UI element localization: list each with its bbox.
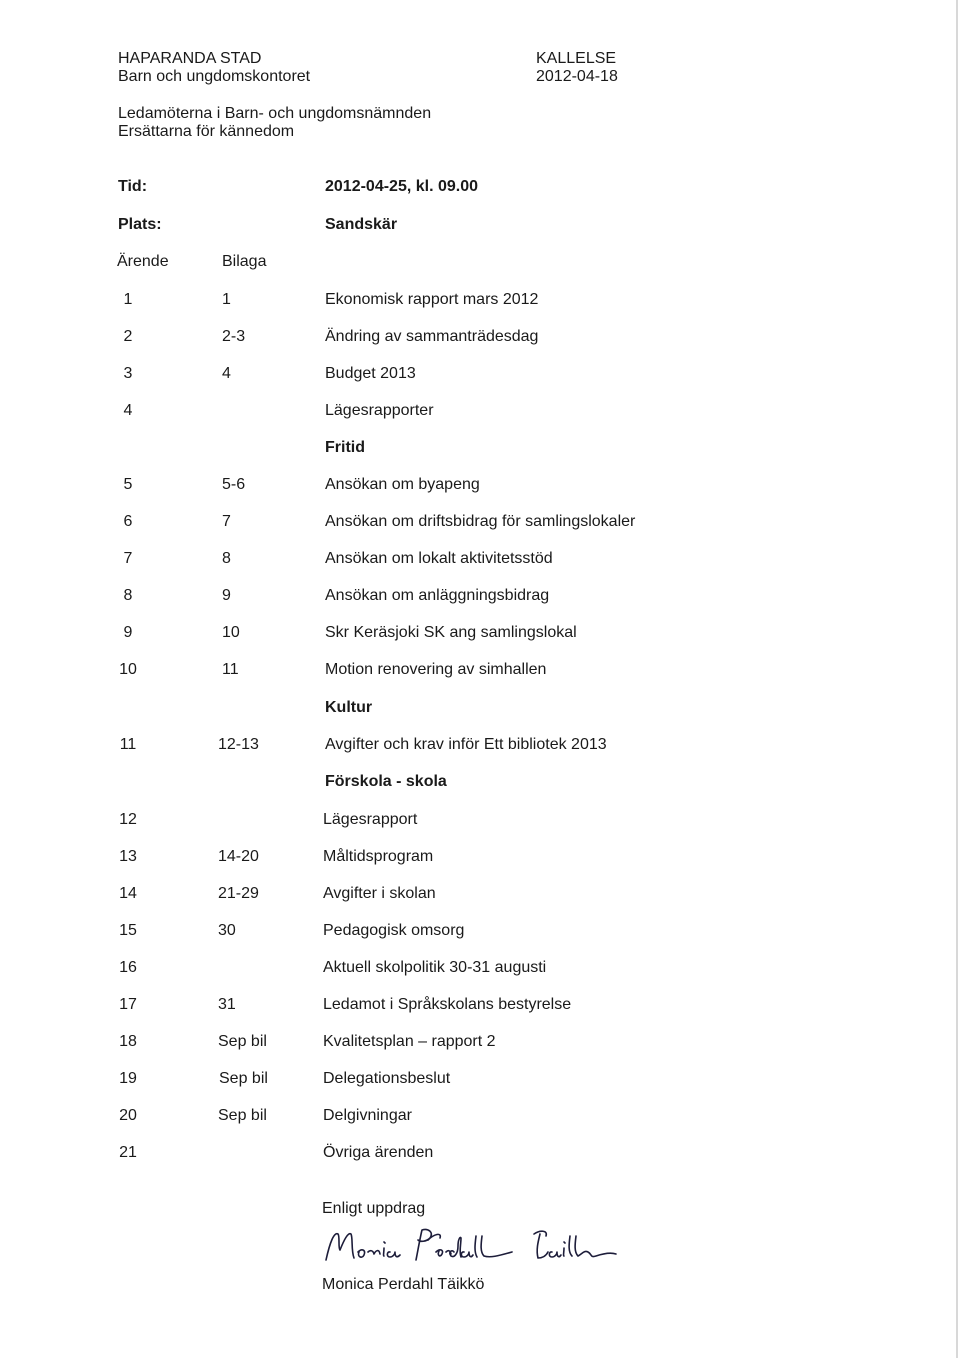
agenda-row	[0, 475, 960, 495]
time-label: Tid:	[118, 178, 148, 195]
item-title: Ansökan om anläggningsbidrag	[325, 587, 550, 604]
meeting-place	[0, 215, 960, 235]
item-bilaga: 9	[222, 587, 231, 604]
item-number: 1	[123, 291, 133, 308]
item-title: Skr Keräsjoki SK ang samlingslokal	[325, 624, 577, 641]
place-value: Sandskär	[325, 216, 398, 233]
item-title: Ansökan om byapeng	[325, 476, 480, 493]
item-bilaga: 2-3	[222, 328, 246, 345]
item-bilaga: 5-6	[222, 476, 246, 493]
agenda-row	[0, 401, 960, 421]
section-forskola-skola: Förskola - skola	[325, 773, 447, 790]
agenda-row	[0, 735, 960, 755]
item-title: Aktuell skolpolitik 30-31 augusti	[323, 959, 547, 976]
agenda-row	[0, 549, 960, 569]
item-number: 18	[119, 1033, 137, 1050]
item-title: Övriga ärenden	[323, 1144, 434, 1161]
agenda-row	[0, 364, 960, 384]
agenda-row	[0, 623, 960, 643]
item-title: Pedagogisk omsorg	[323, 922, 465, 939]
agenda-row	[0, 1069, 960, 1089]
agenda-row	[0, 810, 960, 830]
item-title: Avgifter i skolan	[323, 885, 436, 902]
agenda-row	[0, 290, 960, 310]
item-bilaga: 7	[222, 513, 231, 530]
item-number: 10	[119, 661, 137, 678]
section-fritid: Fritid	[325, 439, 365, 456]
doc-date: 2012-04-18	[536, 68, 618, 85]
item-bilaga: Sep bil	[218, 1107, 267, 1124]
item-bilaga: 30	[218, 922, 236, 939]
item-title: Ansökan om driftsbidrag för samlingslokaler	[325, 513, 636, 530]
section-kultur: Kultur	[325, 699, 373, 716]
recipients	[118, 105, 431, 141]
item-bilaga: 4	[222, 365, 231, 382]
item-number: 3	[123, 365, 133, 382]
item-title: Avgifter och krav inför Ett bibliotek 2013	[325, 736, 607, 753]
item-number: 16	[119, 959, 137, 976]
header-right	[536, 50, 618, 86]
column-headers	[0, 252, 960, 272]
item-bilaga: 1	[222, 291, 231, 308]
agenda-row	[0, 1032, 960, 1052]
item-title: Ändring av sammanträdesdag	[325, 328, 539, 345]
item-title: Ansökan om lokalt aktivitetsstöd	[325, 550, 553, 567]
recipients-line-2: Ersättarna för kännedom	[118, 123, 295, 140]
item-bilaga: 12-13	[218, 736, 259, 753]
agenda-row	[0, 327, 960, 347]
item-number: 8	[123, 587, 133, 604]
item-number: 4	[123, 402, 133, 419]
agenda-row	[0, 1143, 960, 1163]
agenda-row	[0, 884, 960, 904]
agenda-row	[0, 660, 960, 680]
item-title: Måltidsprogram	[323, 848, 434, 865]
handwritten-signature	[320, 1222, 680, 1270]
item-number: 15	[119, 922, 137, 939]
signature-name: Monica Perdahl Täikkö	[322, 1276, 485, 1293]
agenda-row	[0, 995, 960, 1015]
item-number: 2	[123, 328, 133, 345]
time-value: 2012-04-25, kl. 09.00	[325, 178, 479, 195]
agenda-row	[0, 958, 960, 978]
item-number: 19	[119, 1070, 137, 1087]
item-number: 5	[123, 476, 133, 493]
column-arende: Ärende	[117, 253, 169, 270]
item-title: Kvalitetsplan – rapport 2	[323, 1033, 496, 1050]
item-number: 14	[119, 885, 137, 902]
item-title: Motion renovering av simhallen	[325, 661, 547, 678]
item-title: Budget 2013	[325, 365, 416, 382]
doc-type: KALLELSE	[536, 50, 617, 67]
item-bilaga: 31	[218, 996, 236, 1013]
place-label: Plats:	[118, 216, 162, 233]
item-title: Delgivningar	[323, 1107, 412, 1124]
item-title: Lägesrapporter	[325, 402, 434, 419]
item-title: Ekonomisk rapport mars 2012	[325, 291, 539, 308]
dept-name: Barn och ungdomskontoret	[118, 68, 311, 85]
item-number: 6	[123, 513, 133, 530]
item-title: Delegationsbeslut	[323, 1070, 451, 1087]
agenda-row	[0, 586, 960, 606]
item-number: 11	[119, 736, 137, 753]
agenda-row	[0, 512, 960, 532]
item-bilaga: Sep bil	[219, 1070, 268, 1087]
agenda-row	[0, 921, 960, 941]
item-bilaga: 21-29	[218, 885, 259, 902]
meeting-time	[0, 177, 960, 197]
item-number: 20	[119, 1107, 137, 1124]
item-number: 12	[119, 811, 137, 828]
item-number: 13	[119, 848, 137, 865]
agenda-row	[0, 847, 960, 867]
item-bilaga: 8	[222, 550, 231, 567]
item-title: Lägesrapport	[323, 811, 418, 828]
item-bilaga: 11	[222, 661, 239, 678]
item-number: 7	[123, 550, 133, 567]
item-number: 9	[123, 624, 133, 641]
agenda-row	[0, 1106, 960, 1126]
item-bilaga: Sep bil	[218, 1033, 267, 1050]
item-bilaga: 14-20	[218, 848, 259, 865]
column-bilaga: Bilaga	[222, 253, 267, 270]
item-number: 17	[119, 996, 137, 1013]
item-bilaga: 10	[222, 624, 240, 641]
item-number: 21	[119, 1144, 137, 1161]
item-title: Ledamot i Språkskolans bestyrelse	[323, 996, 572, 1013]
recipients-line-1: Ledamöterna i Barn- och ungdomsnämnden	[118, 105, 432, 122]
signature-intro: Enligt uppdrag	[322, 1200, 426, 1217]
org-name: HAPARANDA STAD	[118, 50, 262, 67]
header-left	[118, 50, 310, 86]
